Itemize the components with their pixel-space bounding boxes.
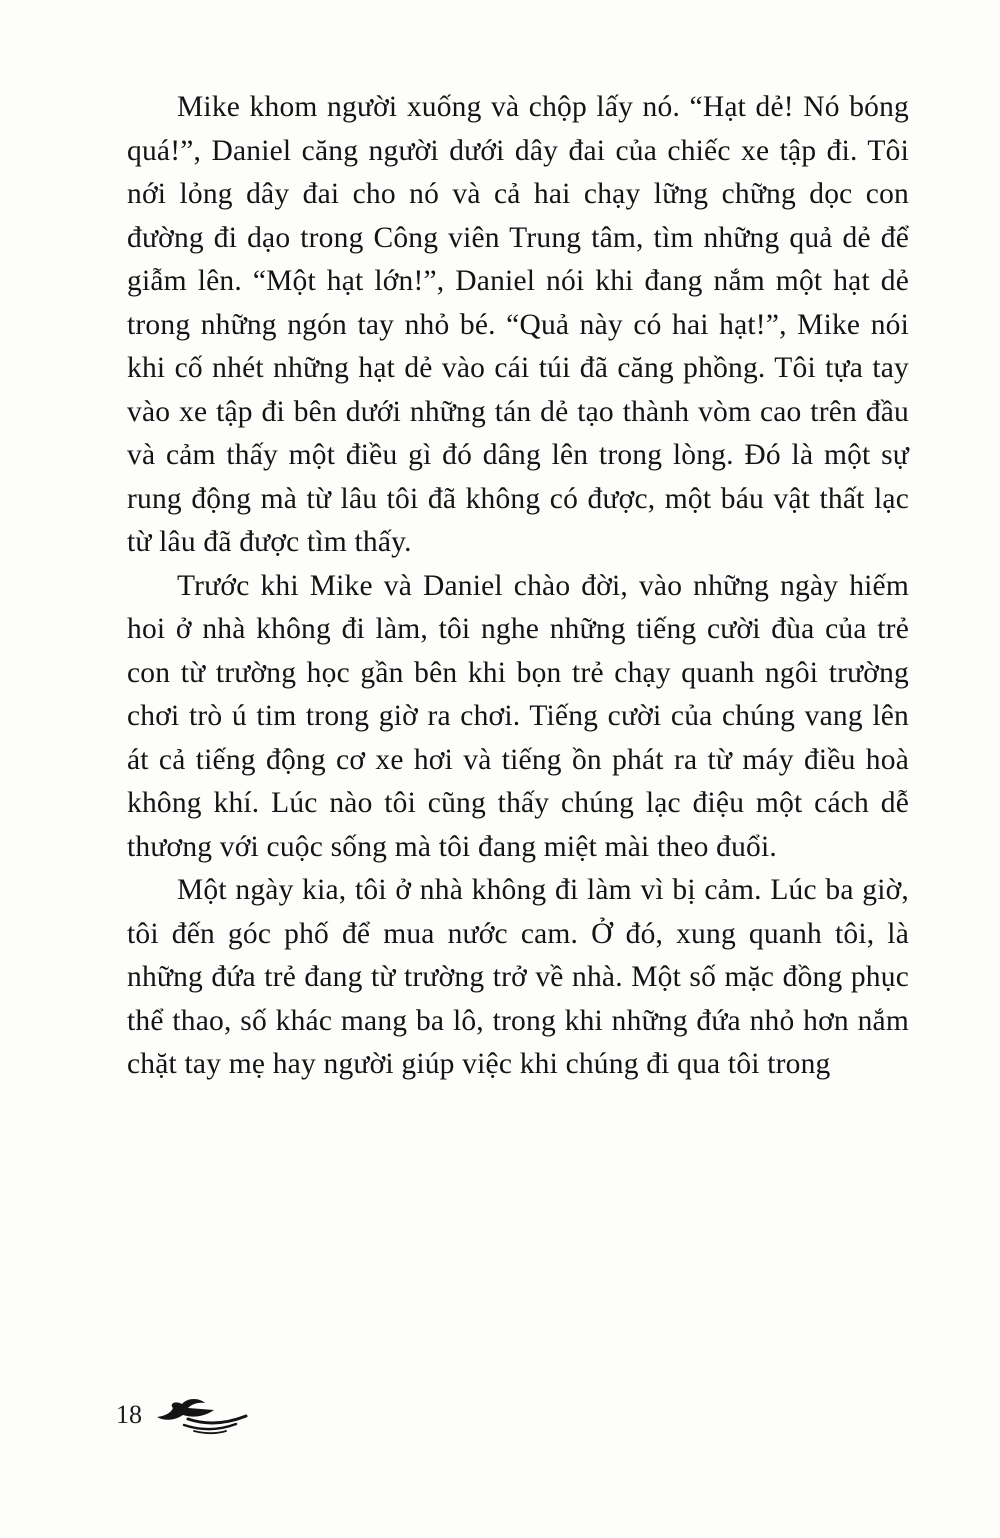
body-text bbox=[127, 86, 909, 1087]
body-paragraph: Mike khom người xuống và chộp lấy nó. “Hạt dẻ! Nó bóng quá!”, Daniel căng người dưới dây đai của chiếc xe tập đi. Tôi nới lỏng dây đai cho nó và cả hai chạy lững chững dọc con đường đi dạo trong Công viên Trung tâm, tìm những quả dẻ để giẫm lên. “Một hạt lớn!”, Daniel nói khi đang nắm một hạt dẻ trong những ngón tay nhỏ bé. “Quả này có hai hạt!”, Mike nói khi cố nhét những hạt dẻ vào cái túi đã căng phồng. Tôi tựa tay vào xe tập đi bên dưới những tán dẻ tạo thành vòm cao trên đầu và cảm thấy một điều gì đó dâng lên trong lòng. Đó là một sự rung động mà từ lâu tôi đã không có được, một báu vật thất lạc từ lâu đã được tìm thấy. bbox=[127, 91, 909, 558]
page-footer bbox=[116, 1388, 252, 1441]
bird-ornament-icon bbox=[148, 1394, 252, 1441]
page-number: 18 bbox=[116, 1399, 142, 1429]
body-paragraph: Một ngày kia, tôi ở nhà không đi làm vì bị cảm. Lúc ba giờ, tôi đến góc phố để mua nước cam. Ở đó, xung quanh tôi, là những đứa trẻ đang từ trường trở về nhà. Một số mặc đồng phục thể thao, số khác mang ba lô, trong khi những đứa nhỏ hơn nắm chặt tay mẹ hay người giúp việc khi chúng đi qua tôi trong bbox=[127, 874, 909, 1080]
body-paragraph: Trước khi Mike và Daniel chào đời, vào những ngày hiếm hoi ở nhà không đi làm, tôi nghe những tiếng cười đùa của trẻ con từ trường học gần bên khi bọn trẻ chạy quanh ngôi trường chơi trò ú tim trong giờ ra chơi. Tiếng cười của chúng vang lên át cả tiếng động cơ xe hơi và tiếng ồn phát ra từ máy điều hoà không khí. Lúc nào tôi cũng thấy chúng lạc điệu một cách dễ thương với cuộc sống mà tôi đang miệt mài theo đuổi. bbox=[127, 569, 909, 863]
